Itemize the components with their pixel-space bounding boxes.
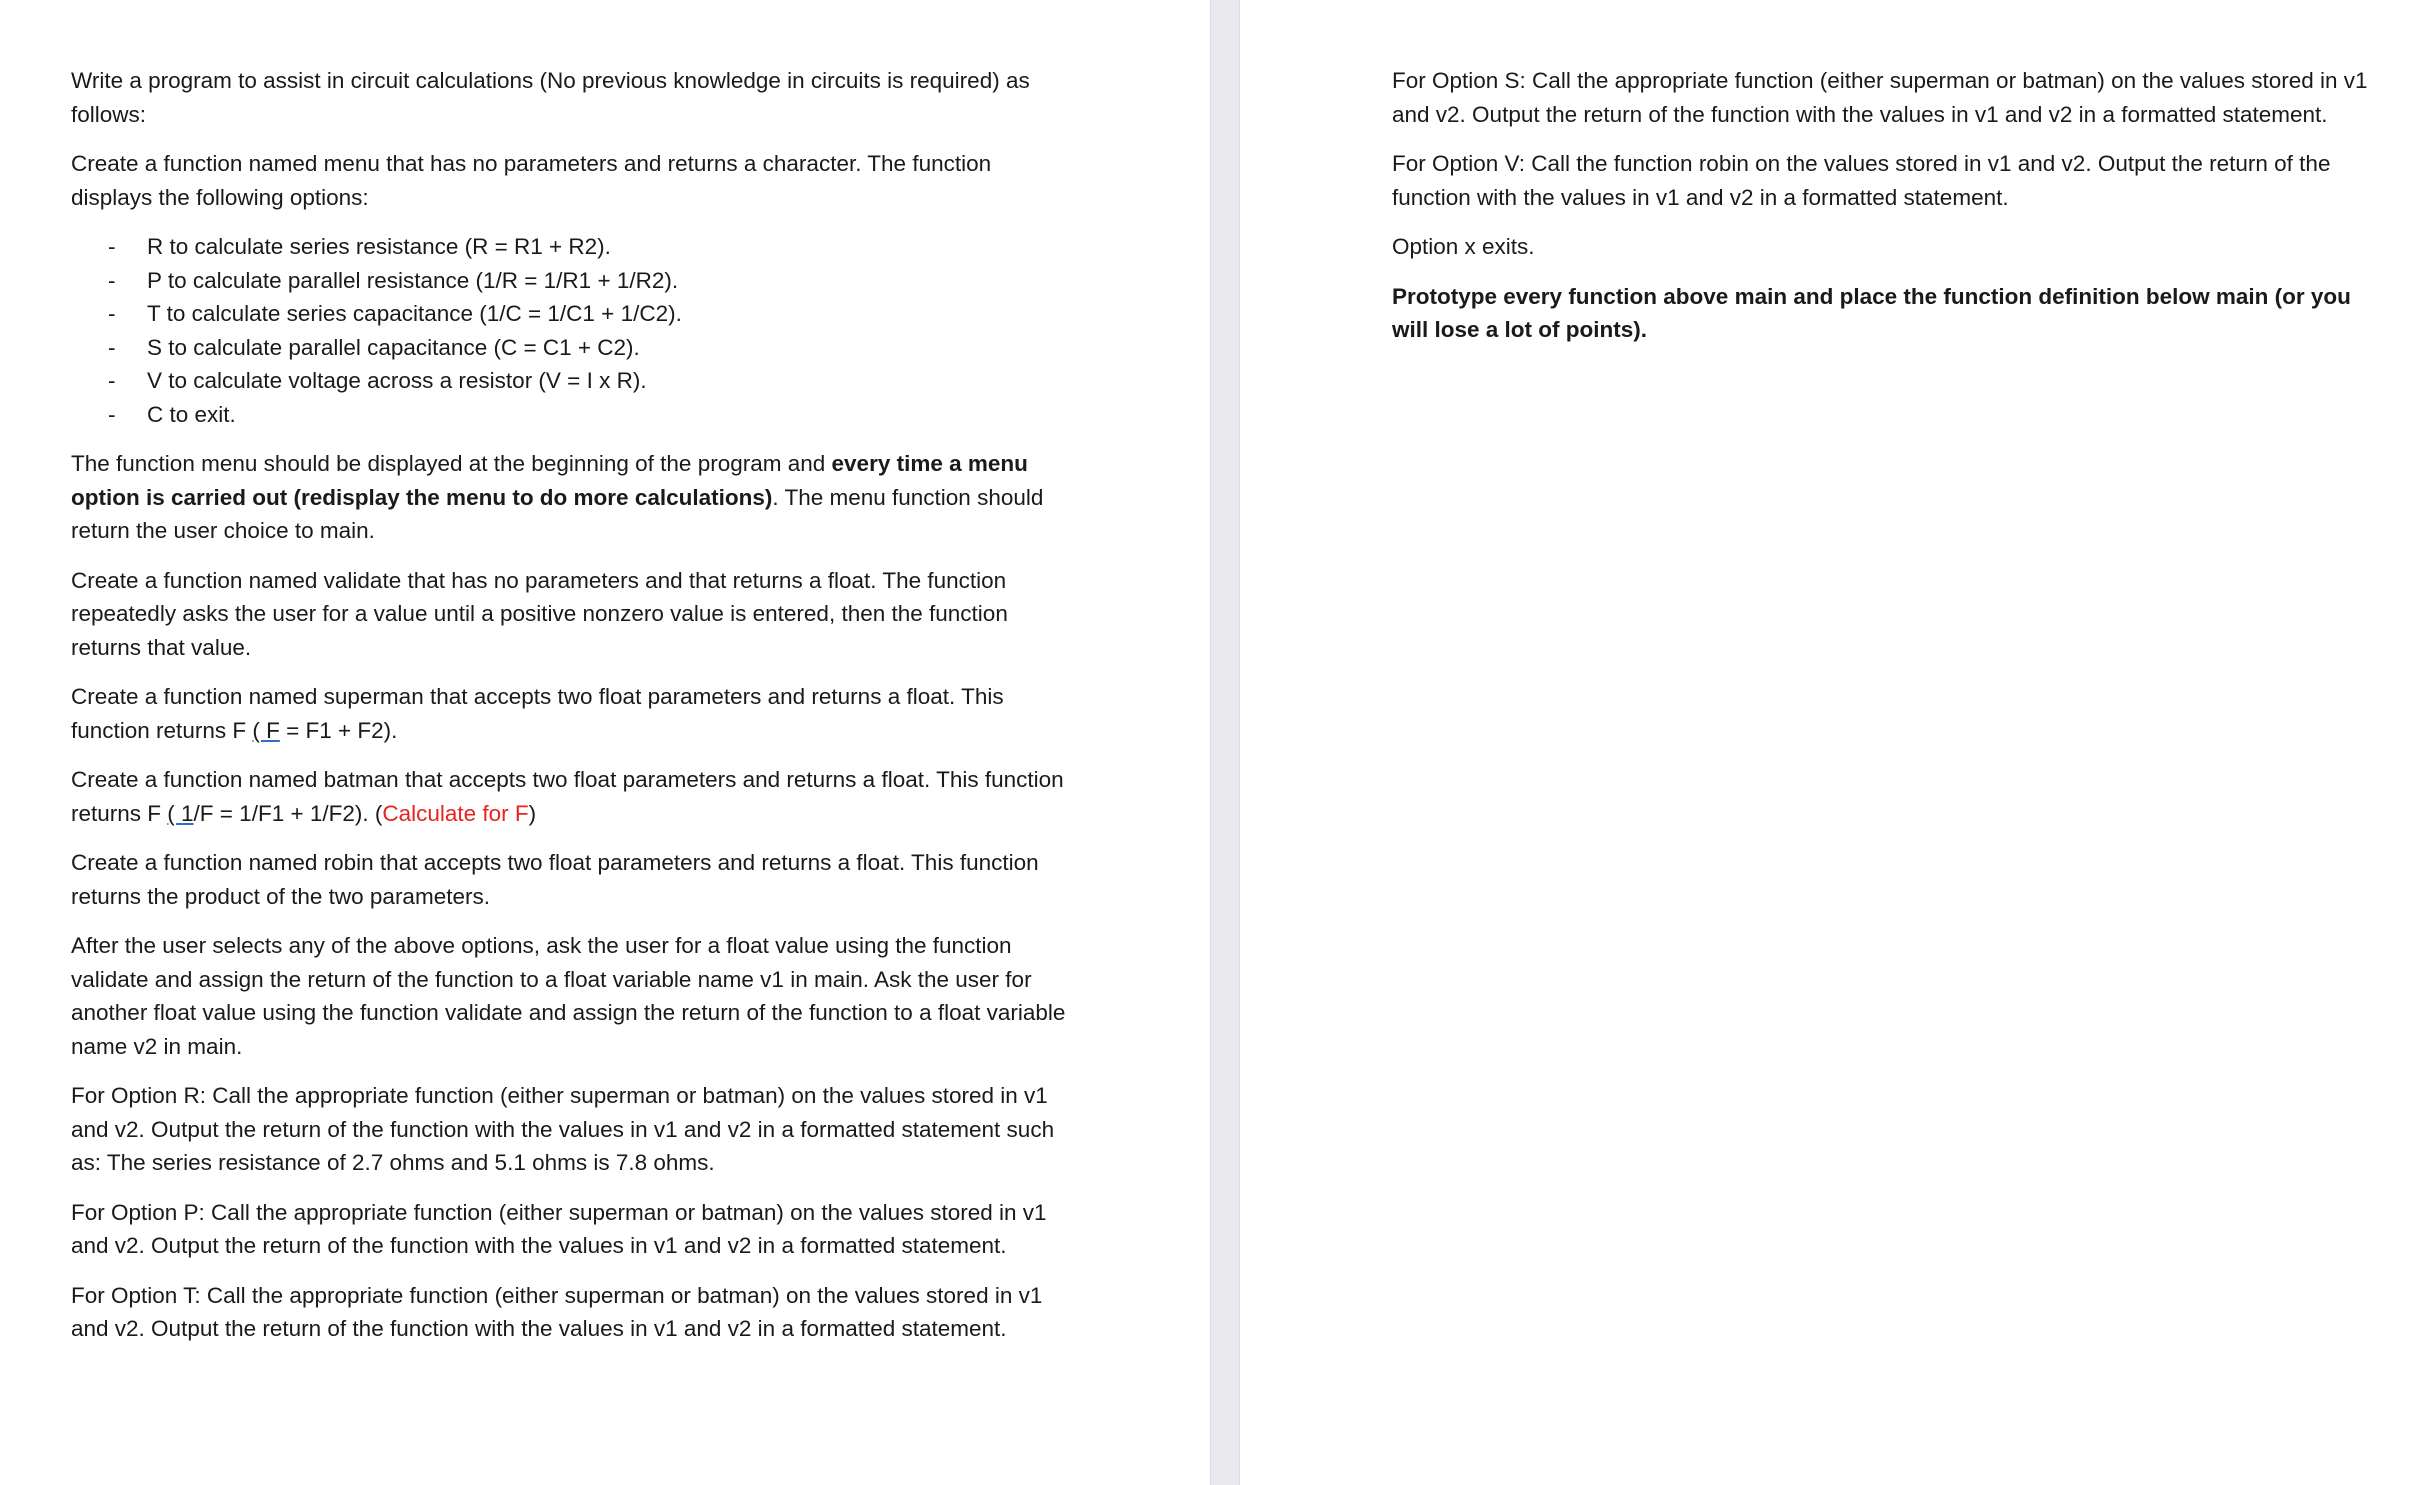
list-dash: - <box>108 234 116 259</box>
list-item <box>71 230 1071 264</box>
list-item-text: P to calculate parallel resistance (1/R = 1/R1 + 1/R2). <box>147 267 679 293</box>
option-s-paragraph: For Option S: Call the appropriate function (either superman or batman) on the values stored in v1 and v2. Output the return of the function with the values in v1 and v2 in a formatted statement. <box>1392 68 2368 127</box>
page-left-content <box>71 64 1071 1346</box>
validate-paragraph: Create a function named validate that has no parameters and that returns a float. The function repeatedly asks the user for a value until a positive nonzero value is entered, then the function returns that value. <box>71 567 1008 660</box>
page-left <box>0 0 1210 1485</box>
robin-paragraph: Create a function named robin that accepts two float parameters and returns a float. This function returns the product of the two parameters. <box>71 850 1039 909</box>
page-right <box>1240 0 2428 1485</box>
option-t-paragraph: For Option T: Call the appropriate function (either superman or batman) on the values stored in v1 and v2. Output the return of the function with the values in v1 and v2 in a formatted statement. <box>71 1282 1043 1341</box>
superman-paragraph <box>71 680 1071 747</box>
option-x-paragraph: Option x exits. <box>1392 234 1535 259</box>
batman-text-a: Create a function named batman that accepts two float parameters and returns a float. This function returns F <box>71 767 1064 826</box>
list-item-text: V to calculate voltage across a resistor (V = I x R). <box>147 368 647 393</box>
batman-text-c: ) <box>528 800 537 826</box>
list-dash: - <box>108 267 116 293</box>
menu-display-text-a: The function menu should be displayed at the beginning of the program and <box>71 451 832 476</box>
superman-text-b: = F1 + F2). <box>279 717 398 743</box>
menu-intro-paragraph: Create a function named menu that has no parameters and returns a character. The function displays the following options: <box>71 151 992 210</box>
list-dash: - <box>108 301 116 326</box>
list-dash: - <box>108 334 116 360</box>
menu-display-text-b: . The menu function should return the user choice to main. <box>71 484 1044 543</box>
menu-options-list <box>71 230 1071 431</box>
list-item <box>71 264 1071 298</box>
list-item <box>71 398 1071 432</box>
option-p-paragraph: For Option P: Call the appropriate function (either superman or batman) on the values stored in v1 and v2. Output the return of the function with the values in v1 and v2 in a formatted statement. <box>71 1199 1047 1258</box>
batman-red-note: Calculate for F <box>382 800 529 826</box>
page-right-content <box>1392 64 2392 347</box>
batman-underlined-text: ( 1 <box>167 800 194 826</box>
option-v-paragraph: For Option V: Call the function robin on the values stored in v1 and v2. Output the return of the function with the values in v1 and v2 in a formatted statement. <box>1392 151 2331 210</box>
list-item-text: R to calculate series resistance (R = R1 + R2). <box>147 234 611 259</box>
page-gutter <box>1210 0 1240 1485</box>
list-item-text: T to calculate series capacitance (1/C = 1/C1 + 1/C2). <box>147 301 682 326</box>
list-item <box>71 331 1071 365</box>
batman-paragraph <box>71 763 1071 830</box>
list-item <box>71 297 1071 331</box>
list-item-text: C to exit. <box>147 401 236 427</box>
list-item <box>71 364 1071 398</box>
after-select-paragraph: After the user selects any of the above options, ask the user for a float value using the function validate and assign the return of the function to a float variable name v1 in main. Ask the user for another float value using the function validate and assign the return of the function to a float variable name v2 in main. <box>71 933 1066 1059</box>
list-dash: - <box>108 401 116 427</box>
option-r-paragraph: For Option R: Call the appropriate function (either superman or batman) on the values stored in v1 and v2. Output the return of the function with the values in v1 and v2 in a formatted statement such as: The series resistance of 2.7 ohms and 5.1 ohms is 7.8 ohms. <box>71 1083 1055 1175</box>
intro-paragraph: Write a program to assist in circuit calculations (No previous knowledge in circuits is required) as follows: <box>71 68 1030 127</box>
list-item-text: S to calculate parallel capacitance (C = C1 + C2). <box>147 334 640 360</box>
superman-text-a: Create a function named superman that accepts two float parameters and returns a float. This function returns F <box>71 684 1004 743</box>
batman-text-b: /F = 1/F1 + 1/F2). ( <box>193 800 383 826</box>
menu-display-bold-text: every time a menu option is carried out (redisplay the menu to do more calculations) <box>71 451 1028 510</box>
prototype-note-paragraph: Prototype every function above main and place the function definition below main (or you will lose a lot of points). <box>1392 283 2351 342</box>
superman-underlined-text: ( F <box>252 717 280 743</box>
menu-display-paragraph <box>71 447 1071 548</box>
list-dash: - <box>108 368 116 393</box>
